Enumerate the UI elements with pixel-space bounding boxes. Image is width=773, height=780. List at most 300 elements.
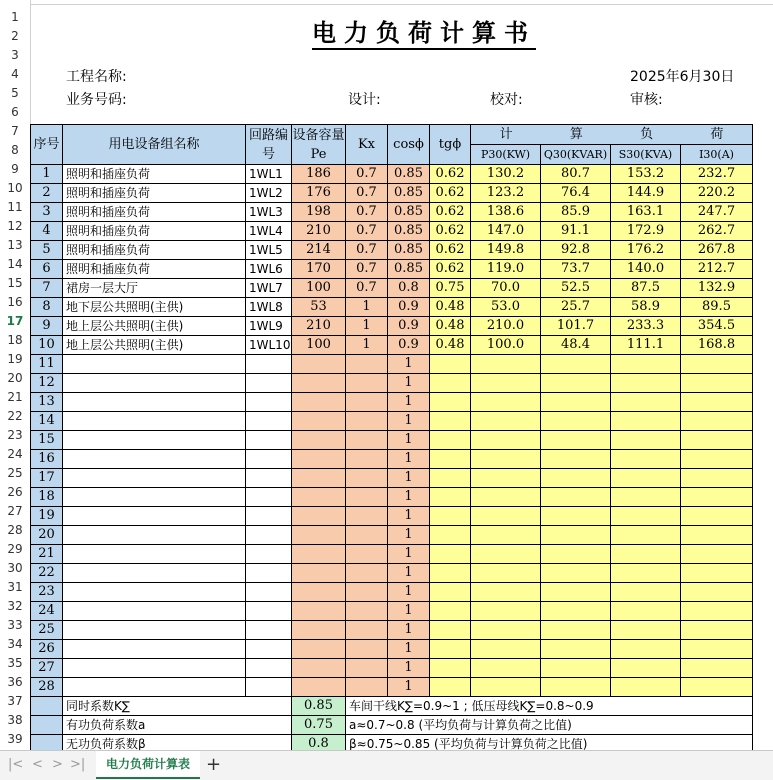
i30-cell[interactable]	[681, 431, 753, 450]
seq-cell[interactable]: 28	[31, 678, 63, 697]
row-number[interactable]: 31	[7, 580, 23, 594]
circuit-cell[interactable]	[246, 412, 292, 431]
row-number[interactable]: 2	[11, 29, 19, 43]
p30-cell[interactable]: 119.0	[471, 260, 541, 279]
tg-cell[interactable]	[430, 450, 471, 469]
s30-cell[interactable]	[611, 564, 681, 583]
i30-cell[interactable]: 89.5	[681, 298, 753, 317]
s30-cell[interactable]: 172.9	[611, 222, 681, 241]
tg-cell[interactable]: 0.62	[430, 222, 471, 241]
capacity-cell[interactable]	[292, 469, 346, 488]
q30-cell[interactable]	[541, 621, 611, 640]
capacity-cell[interactable]: 100	[292, 279, 346, 298]
s30-cell[interactable]: 144.9	[611, 184, 681, 203]
seq-cell[interactable]: 5	[31, 241, 63, 260]
circuit-cell[interactable]	[246, 469, 292, 488]
row-number[interactable]: 22	[7, 409, 23, 423]
tg-cell[interactable]	[430, 583, 471, 602]
capacity-cell[interactable]: 53	[292, 298, 346, 317]
cos-cell[interactable]: 1	[388, 564, 430, 583]
seq-cell[interactable]: 8	[31, 298, 63, 317]
p30-cell[interactable]: 147.0	[471, 222, 541, 241]
i30-cell[interactable]: 267.8	[681, 241, 753, 260]
header-p30[interactable]: P30(KW)	[471, 145, 541, 165]
capacity-cell[interactable]	[292, 526, 346, 545]
row-number[interactable]: 8	[11, 143, 19, 157]
kx-cell[interactable]: 0.7	[346, 241, 388, 260]
row-number[interactable]: 18	[7, 333, 23, 347]
row-number[interactable]: 3	[11, 48, 19, 62]
q30-cell[interactable]	[541, 602, 611, 621]
q30-cell[interactable]: 73.7	[541, 260, 611, 279]
row-number[interactable]: 12	[7, 219, 23, 233]
row-number[interactable]: 6	[11, 105, 19, 119]
circuit-cell[interactable]: 1WL3	[246, 203, 292, 222]
kx-cell[interactable]	[346, 393, 388, 412]
tg-cell[interactable]: 0.48	[430, 317, 471, 336]
row-number[interactable]: 5	[11, 86, 19, 100]
i30-cell[interactable]	[681, 355, 753, 374]
cos-cell[interactable]: 0.9	[388, 336, 430, 355]
header-cos[interactable]: cosϕ	[388, 125, 430, 165]
p30-cell[interactable]	[471, 583, 541, 602]
seq-cell[interactable]: 26	[31, 640, 63, 659]
tg-cell[interactable]: 0.62	[430, 165, 471, 184]
factor-label-cell[interactable]: 有功负荷系数a	[63, 716, 292, 735]
tg-cell[interactable]	[430, 564, 471, 583]
p30-cell[interactable]	[471, 507, 541, 526]
p30-cell[interactable]: 138.6	[471, 203, 541, 222]
s30-cell[interactable]	[611, 412, 681, 431]
q30-cell[interactable]: 85.9	[541, 203, 611, 222]
circuit-cell[interactable]	[246, 564, 292, 583]
kx-cell[interactable]	[346, 659, 388, 678]
equipment-name-cell[interactable]: 地上层公共照明(主供)	[63, 336, 246, 355]
p30-cell[interactable]	[471, 602, 541, 621]
equipment-name-cell[interactable]	[63, 355, 246, 374]
cos-cell[interactable]: 1	[388, 659, 430, 678]
row-number[interactable]: 27	[7, 504, 23, 518]
tg-cell[interactable]: 0.75	[430, 279, 471, 298]
capacity-cell[interactable]: 210	[292, 317, 346, 336]
seq-cell[interactable]: 22	[31, 564, 63, 583]
row-number[interactable]: 17	[6, 314, 24, 328]
q30-cell[interactable]	[541, 526, 611, 545]
equipment-name-cell[interactable]	[63, 602, 246, 621]
header-capacity[interactable]: 设备容量 Pe	[292, 125, 346, 165]
capacity-cell[interactable]	[292, 450, 346, 469]
capacity-cell[interactable]: 170	[292, 260, 346, 279]
row-number[interactable]: 25	[7, 466, 23, 480]
circuit-cell[interactable]: 1WL1	[246, 165, 292, 184]
capacity-cell[interactable]	[292, 640, 346, 659]
i30-cell[interactable]: 354.5	[681, 317, 753, 336]
equipment-name-cell[interactable]	[63, 469, 246, 488]
seq-cell[interactable]: 21	[31, 545, 63, 564]
cos-cell[interactable]: 0.9	[388, 298, 430, 317]
s30-cell[interactable]: 58.9	[611, 298, 681, 317]
kx-cell[interactable]: 1	[346, 317, 388, 336]
tg-cell[interactable]	[430, 355, 471, 374]
capacity-cell[interactable]	[292, 602, 346, 621]
s30-cell[interactable]	[611, 545, 681, 564]
tg-cell[interactable]	[430, 431, 471, 450]
cos-cell[interactable]: 1	[388, 488, 430, 507]
s30-cell[interactable]: 163.1	[611, 203, 681, 222]
i30-cell[interactable]	[681, 393, 753, 412]
circuit-cell[interactable]	[246, 393, 292, 412]
equipment-name-cell[interactable]: 照明和插座负荷	[63, 222, 246, 241]
tg-cell[interactable]	[430, 488, 471, 507]
i30-cell[interactable]: 262.7	[681, 222, 753, 241]
equipment-name-cell[interactable]	[63, 545, 246, 564]
i30-cell[interactable]: 168.8	[681, 336, 753, 355]
equipment-name-cell[interactable]	[63, 450, 246, 469]
i30-cell[interactable]: 220.2	[681, 184, 753, 203]
cos-cell[interactable]: 0.85	[388, 165, 430, 184]
cos-cell[interactable]: 0.85	[388, 260, 430, 279]
circuit-cell[interactable]	[246, 488, 292, 507]
factor-note-cell[interactable]: 车间干线K∑=0.9~1 ; 低压母线K∑=0.8~0.9	[346, 697, 753, 716]
s30-cell[interactable]: 87.5	[611, 279, 681, 298]
seq-cell[interactable]: 4	[31, 222, 63, 241]
p30-cell[interactable]	[471, 564, 541, 583]
q30-cell[interactable]	[541, 374, 611, 393]
s30-cell[interactable]	[611, 393, 681, 412]
equipment-name-cell[interactable]: 照明和插座负荷	[63, 260, 246, 279]
tg-cell[interactable]	[430, 678, 471, 697]
p30-cell[interactable]: 123.2	[471, 184, 541, 203]
q30-cell[interactable]	[541, 431, 611, 450]
q30-cell[interactable]: 52.5	[541, 279, 611, 298]
row-number[interactable]: 23	[7, 428, 23, 442]
kx-cell[interactable]	[346, 526, 388, 545]
cos-cell[interactable]: 0.8	[388, 279, 430, 298]
q30-cell[interactable]: 48.4	[541, 336, 611, 355]
capacity-cell[interactable]	[292, 678, 346, 697]
equipment-name-cell[interactable]: 地上层公共照明(主供)	[63, 317, 246, 336]
seq-cell[interactable]: 6	[31, 260, 63, 279]
q30-cell[interactable]: 80.7	[541, 165, 611, 184]
s30-cell[interactable]	[611, 507, 681, 526]
kx-cell[interactable]	[346, 564, 388, 583]
cos-cell[interactable]: 1	[388, 412, 430, 431]
circuit-cell[interactable]	[246, 526, 292, 545]
capacity-cell[interactable]	[292, 412, 346, 431]
p30-cell[interactable]	[471, 374, 541, 393]
equipment-name-cell[interactable]: 裙房一层大厅	[63, 279, 246, 298]
cos-cell[interactable]: 1	[388, 621, 430, 640]
q30-cell[interactable]	[541, 488, 611, 507]
tg-cell[interactable]	[430, 545, 471, 564]
kx-cell[interactable]	[346, 621, 388, 640]
i30-cell[interactable]: 212.7	[681, 260, 753, 279]
circuit-cell[interactable]	[246, 431, 292, 450]
row-number[interactable]: 36	[7, 675, 23, 689]
q30-cell[interactable]	[541, 355, 611, 374]
factor-value-cell[interactable]: 0.8	[292, 735, 346, 751]
i30-cell[interactable]	[681, 545, 753, 564]
p30-cell[interactable]	[471, 526, 541, 545]
seq-cell[interactable]: 17	[31, 469, 63, 488]
row-number[interactable]: 10	[7, 181, 23, 195]
cos-cell[interactable]: 1	[388, 602, 430, 621]
header-calculated-load[interactable]	[471, 125, 753, 145]
q30-cell[interactable]	[541, 507, 611, 526]
tg-cell[interactable]: 0.48	[430, 336, 471, 355]
q30-cell[interactable]	[541, 583, 611, 602]
equipment-name-cell[interactable]	[63, 374, 246, 393]
equipment-name-cell[interactable]	[63, 431, 246, 450]
row-number[interactable]: 19	[7, 352, 23, 366]
row-number[interactable]: 35	[7, 656, 23, 670]
q30-cell[interactable]	[541, 469, 611, 488]
last-sheet-icon[interactable]: >|	[70, 757, 86, 772]
i30-cell[interactable]	[681, 640, 753, 659]
s30-cell[interactable]: 176.2	[611, 241, 681, 260]
row-number[interactable]: 21	[7, 390, 23, 404]
cos-cell[interactable]: 1	[388, 393, 430, 412]
kx-cell[interactable]: 0.7	[346, 165, 388, 184]
capacity-cell[interactable]	[292, 621, 346, 640]
cos-cell[interactable]: 1	[388, 678, 430, 697]
equipment-name-cell[interactable]	[63, 412, 246, 431]
tg-cell[interactable]	[430, 659, 471, 678]
circuit-cell[interactable]: 1WL5	[246, 241, 292, 260]
header-q30[interactable]: Q30(KVAR)	[541, 145, 611, 165]
kx-cell[interactable]	[346, 488, 388, 507]
equipment-name-cell[interactable]	[63, 564, 246, 583]
equipment-name-cell[interactable]: 照明和插座负荷	[63, 165, 246, 184]
equipment-name-cell[interactable]: 地下层公共照明(主供)	[63, 298, 246, 317]
p30-cell[interactable]	[471, 469, 541, 488]
tg-cell[interactable]: 0.62	[430, 241, 471, 260]
kx-cell[interactable]	[346, 450, 388, 469]
p30-cell[interactable]	[471, 431, 541, 450]
p30-cell[interactable]: 70.0	[471, 279, 541, 298]
q30-cell[interactable]: 101.7	[541, 317, 611, 336]
row-number[interactable]: 39	[7, 732, 23, 746]
s30-cell[interactable]	[611, 621, 681, 640]
i30-cell[interactable]	[681, 621, 753, 640]
equipment-name-cell[interactable]	[63, 507, 246, 526]
row-number[interactable]: 1	[11, 10, 19, 24]
seq-cell[interactable]: 13	[31, 393, 63, 412]
sheet-tab[interactable]: 电力负荷计算表	[96, 751, 200, 779]
seq-cell[interactable]: 12	[31, 374, 63, 393]
i30-cell[interactable]: 132.9	[681, 279, 753, 298]
kx-cell[interactable]	[346, 431, 388, 450]
s30-cell[interactable]	[611, 431, 681, 450]
s30-cell[interactable]	[611, 583, 681, 602]
capacity-cell[interactable]	[292, 507, 346, 526]
s30-cell[interactable]: 233.3	[611, 317, 681, 336]
kx-cell[interactable]	[346, 374, 388, 393]
seq-cell[interactable]: 20	[31, 526, 63, 545]
equipment-name-cell[interactable]	[63, 640, 246, 659]
cos-cell[interactable]: 1	[388, 374, 430, 393]
cos-cell[interactable]: 1	[388, 450, 430, 469]
row-number[interactable]: 14	[7, 257, 23, 271]
capacity-cell[interactable]: 210	[292, 222, 346, 241]
capacity-cell[interactable]	[292, 659, 346, 678]
circuit-cell[interactable]: 1WL8	[246, 298, 292, 317]
row-number[interactable]: 4	[11, 67, 19, 81]
i30-cell[interactable]	[681, 526, 753, 545]
kx-cell[interactable]	[346, 412, 388, 431]
q30-cell[interactable]: 91.1	[541, 222, 611, 241]
header-name[interactable]: 用电设备组名称	[63, 125, 246, 165]
row-number[interactable]: 15	[7, 276, 23, 290]
circuit-cell[interactable]: 1WL10	[246, 336, 292, 355]
row-number[interactable]: 30	[7, 561, 23, 575]
header-seq[interactable]: 序号	[31, 125, 63, 165]
s30-cell[interactable]	[611, 488, 681, 507]
tg-cell[interactable]	[430, 621, 471, 640]
factor-value-cell[interactable]: 0.75	[292, 716, 346, 735]
s30-cell[interactable]: 111.1	[611, 336, 681, 355]
p30-cell[interactable]	[471, 450, 541, 469]
kx-cell[interactable]: 0.7	[346, 203, 388, 222]
equipment-name-cell[interactable]: 照明和插座负荷	[63, 203, 246, 222]
seq-cell[interactable]: 7	[31, 279, 63, 298]
p30-cell[interactable]: 53.0	[471, 298, 541, 317]
capacity-cell[interactable]	[292, 374, 346, 393]
kx-cell[interactable]: 0.7	[346, 222, 388, 241]
q30-cell[interactable]	[541, 659, 611, 678]
kx-cell[interactable]: 0.7	[346, 260, 388, 279]
q30-cell[interactable]	[541, 450, 611, 469]
row-number[interactable]: 34	[7, 637, 23, 651]
row-number[interactable]: 24	[7, 447, 23, 461]
kx-cell[interactable]	[346, 355, 388, 374]
kx-cell[interactable]: 1	[346, 298, 388, 317]
q30-cell[interactable]	[541, 678, 611, 697]
seq-cell[interactable]: 27	[31, 659, 63, 678]
kx-cell[interactable]: 0.7	[346, 279, 388, 298]
seq-cell[interactable]: 24	[31, 602, 63, 621]
header-tg[interactable]: tgϕ	[430, 125, 471, 165]
q30-cell[interactable]	[541, 393, 611, 412]
circuit-cell[interactable]	[246, 640, 292, 659]
tg-cell[interactable]: 0.62	[430, 203, 471, 222]
s30-cell[interactable]: 153.2	[611, 165, 681, 184]
p30-cell[interactable]	[471, 545, 541, 564]
equipment-name-cell[interactable]: 照明和插座负荷	[63, 184, 246, 203]
i30-cell[interactable]	[681, 564, 753, 583]
i30-cell[interactable]	[681, 602, 753, 621]
circuit-cell[interactable]	[246, 374, 292, 393]
cos-cell[interactable]: 1	[388, 526, 430, 545]
factor-label-cell[interactable]: 同时系数K∑	[63, 697, 292, 716]
add-sheet-icon[interactable]: +	[206, 754, 222, 775]
tg-cell[interactable]: 0.62	[430, 260, 471, 279]
p30-cell[interactable]	[471, 412, 541, 431]
p30-cell[interactable]: 149.8	[471, 241, 541, 260]
prev-sheet-icon[interactable]: <	[32, 757, 43, 772]
header-kx[interactable]: Kx	[346, 125, 388, 165]
capacity-cell[interactable]: 100	[292, 336, 346, 355]
p30-cell[interactable]: 100.0	[471, 336, 541, 355]
q30-cell[interactable]	[541, 564, 611, 583]
circuit-cell[interactable]	[246, 355, 292, 374]
row-number[interactable]: 26	[7, 485, 23, 499]
circuit-cell[interactable]	[246, 621, 292, 640]
i30-cell[interactable]	[681, 507, 753, 526]
factor-label-cell[interactable]: 无功负荷系数β	[63, 735, 292, 751]
seq-cell[interactable]: 14	[31, 412, 63, 431]
p30-cell[interactable]	[471, 488, 541, 507]
s30-cell[interactable]	[611, 469, 681, 488]
circuit-cell[interactable]: 1WL9	[246, 317, 292, 336]
seq-cell[interactable]: 23	[31, 583, 63, 602]
tg-cell[interactable]	[430, 374, 471, 393]
seq-cell[interactable]: 18	[31, 488, 63, 507]
p30-cell[interactable]	[471, 621, 541, 640]
equipment-name-cell[interactable]	[63, 488, 246, 507]
cos-cell[interactable]: 1	[388, 431, 430, 450]
q30-cell[interactable]: 25.7	[541, 298, 611, 317]
kx-cell[interactable]	[346, 602, 388, 621]
seq-cell[interactable]: 1	[31, 165, 63, 184]
tg-cell[interactable]	[430, 507, 471, 526]
row-number[interactable]: 37	[7, 694, 23, 708]
tg-cell[interactable]	[430, 526, 471, 545]
s30-cell[interactable]	[611, 602, 681, 621]
factor-value-cell[interactable]: 0.85	[292, 697, 346, 716]
seq-cell[interactable]: 19	[31, 507, 63, 526]
circuit-cell[interactable]	[246, 507, 292, 526]
q30-cell[interactable]: 76.4	[541, 184, 611, 203]
factor-note-cell[interactable]: β≈0.75~0.85 (平均负荷与计算负荷之比值)	[346, 735, 753, 751]
equipment-name-cell[interactable]	[63, 393, 246, 412]
first-sheet-icon[interactable]: |<	[8, 757, 24, 772]
i30-cell[interactable]	[681, 678, 753, 697]
seq-cell[interactable]: 11	[31, 355, 63, 374]
equipment-name-cell[interactable]	[63, 526, 246, 545]
tg-cell[interactable]	[430, 393, 471, 412]
circuit-cell[interactable]: 1WL7	[246, 279, 292, 298]
kx-cell[interactable]	[346, 545, 388, 564]
s30-cell[interactable]	[611, 678, 681, 697]
p30-cell[interactable]	[471, 659, 541, 678]
seq-cell[interactable]: 16	[31, 450, 63, 469]
p30-cell[interactable]	[471, 355, 541, 374]
cos-cell[interactable]: 1	[388, 469, 430, 488]
s30-cell[interactable]	[611, 374, 681, 393]
cos-cell[interactable]: 0.85	[388, 241, 430, 260]
s30-cell[interactable]	[611, 355, 681, 374]
row-number[interactable]: 32	[7, 599, 23, 613]
i30-cell[interactable]	[681, 374, 753, 393]
capacity-cell[interactable]	[292, 393, 346, 412]
tg-cell[interactable]: 0.62	[430, 184, 471, 203]
capacity-cell[interactable]	[292, 545, 346, 564]
seq-cell[interactable]: 3	[31, 203, 63, 222]
cos-cell[interactable]: 0.85	[388, 222, 430, 241]
p30-cell[interactable]	[471, 678, 541, 697]
s30-cell[interactable]	[611, 526, 681, 545]
s30-cell[interactable]	[611, 450, 681, 469]
cos-cell[interactable]: 1	[388, 640, 430, 659]
circuit-cell[interactable]	[246, 450, 292, 469]
capacity-cell[interactable]	[292, 564, 346, 583]
cos-cell[interactable]: 1	[388, 545, 430, 564]
q30-cell[interactable]: 92.8	[541, 241, 611, 260]
i30-cell[interactable]: 247.7	[681, 203, 753, 222]
p30-cell[interactable]	[471, 393, 541, 412]
tg-cell[interactable]: 0.48	[430, 298, 471, 317]
